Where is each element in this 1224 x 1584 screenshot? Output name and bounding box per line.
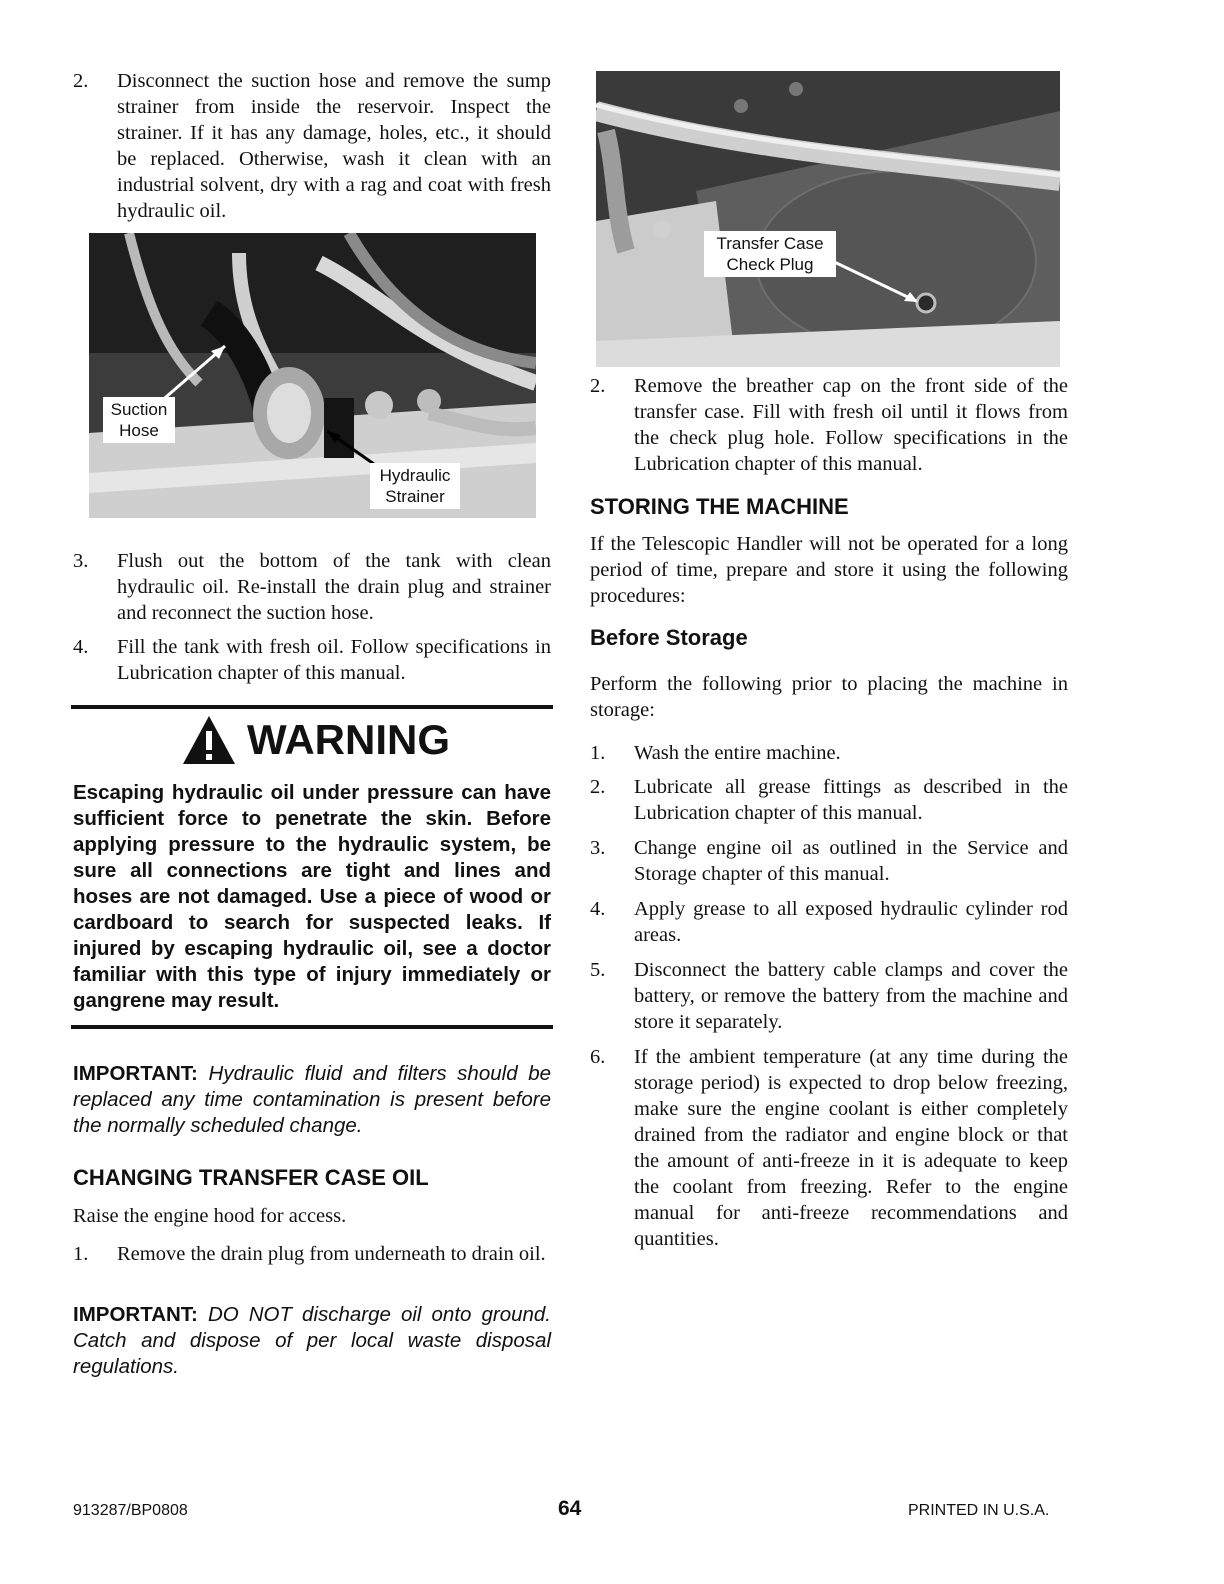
warning-bottom-rule bbox=[71, 1025, 553, 1029]
important-text: DO NOT discharge oil onto ground. Catch and dispose of per local waste disposal regulations. bbox=[73, 1303, 551, 1378]
warning-triangle-icon bbox=[181, 714, 237, 766]
storage-item-2 bbox=[590, 774, 1068, 826]
hydraulic-strainer-photo bbox=[89, 233, 536, 518]
footer-page-number: 64 bbox=[558, 1497, 582, 1520]
important-note-1 bbox=[73, 1061, 551, 1139]
step-text: Disconnect the battery cable clamps and cover the battery, or remove the battery from the machine and store it separately. bbox=[634, 959, 1068, 1033]
important-label: IMPORTANT: bbox=[73, 1062, 198, 1085]
transfer-case-photo bbox=[596, 71, 1060, 367]
storage-item-1 bbox=[590, 740, 1068, 766]
storage-item-5 bbox=[590, 957, 1068, 1035]
footer-printed: PRINTED IN U.S.A. bbox=[908, 1502, 1050, 1519]
step-text: Apply grease to all exposed hydraulic cylinder rod areas. bbox=[634, 898, 1068, 946]
heading-storing-the-machine: STORING THE MACHINE bbox=[590, 494, 849, 519]
callout-suction-hose: Suction Hose bbox=[103, 397, 175, 443]
warning-header bbox=[181, 712, 450, 768]
step-text: Lubricate all grease fittings as described in the Lubrication chapter of this manual. bbox=[634, 776, 1068, 824]
step-text: Remove the drain plug from underneath to drain oil. bbox=[117, 1243, 546, 1265]
step-text: Remove the breather cap on the front side of the transfer case. Fill with fresh oil until it flows from the check plug hole. Follow specifications in the Lubrication chapter of this manual. bbox=[634, 375, 1068, 475]
step-number: 4. bbox=[590, 898, 606, 920]
step-number: 5. bbox=[590, 959, 606, 981]
heading-changing-transfer-case-oil: CHANGING TRANSFER CASE OIL bbox=[73, 1165, 429, 1190]
callout-transfer-case-check-plug: Transfer Case Check Plug bbox=[704, 231, 836, 277]
step-number: 6. bbox=[590, 1046, 606, 1068]
step-2-suction bbox=[73, 68, 551, 224]
important-note-2 bbox=[73, 1302, 551, 1380]
transfer-step-1 bbox=[73, 1241, 551, 1267]
photo-illustration bbox=[596, 71, 1060, 367]
step-number: 3. bbox=[73, 550, 89, 572]
before-storage-intro: Perform the following prior to placing the machine in storage: bbox=[590, 673, 1068, 721]
step-text: Disconnect the suction hose and remove the sump strainer from inside the reservoir. Inspect the strainer. If it has any damage, holes, etc., it should be replaced. Otherwise, wash it clean with an industrial solvent, dry with a rag and coat with fresh hydraulic oil. bbox=[117, 70, 551, 222]
transfer-intro: Raise the engine hood for access. bbox=[73, 1205, 347, 1227]
step-4-fill bbox=[73, 634, 551, 686]
transfer-step-2 bbox=[590, 373, 1068, 477]
step-number: 2. bbox=[73, 70, 89, 92]
important-text: Hydraulic fluid and filters should be replaced any time contamination is present before the normally scheduled change. bbox=[73, 1062, 552, 1137]
step-number: 2. bbox=[590, 776, 606, 798]
warning-title: WARNING bbox=[247, 716, 450, 763]
storage-item-3 bbox=[590, 835, 1068, 887]
step-text: If the ambient temperature (at any time during the storage period) is expected to drop below freezing, make sure the engine coolant is either completely drained from the radiator and engine block or that the amount of anti-freeze in it is adequate to keep the coolant from freezing. Refer to the engine manual for anti-freeze recommendations and quantities. bbox=[634, 1046, 1068, 1250]
warning-text: Escaping hydraulic oil under pressure can have sufficient force to penetrate the skin. Before applying pressure to the hydraulic system, be sure all connections are tight and lines and hoses are not damaged. Use a piece of wood or cardboard to search for suspected leaks. If injured by escaping hydraulic oil, see a doctor familiar with this type of injury immediately or gangrene may result. bbox=[73, 781, 551, 1012]
step-number: 4. bbox=[73, 636, 89, 658]
step-text: Flush out the bottom of the tank with clean hydraulic oil. Re-install the drain plug and strainer and reconnect the suction hose. bbox=[117, 550, 551, 624]
storing-intro: If the Telescopic Handler will not be operated for a long period of time, prepare and store it using the following procedures: bbox=[590, 533, 1068, 607]
step-text: Fill the tank with fresh oil. Follow specifications in Lubrication chapter of this manual. bbox=[117, 636, 551, 684]
storage-item-6 bbox=[590, 1044, 1068, 1252]
photo-illustration bbox=[89, 233, 536, 518]
step-text: Change engine oil as outlined in the Service and Storage chapter of this manual. bbox=[634, 837, 1068, 885]
step-number: 2. bbox=[590, 375, 606, 397]
step-number: 1. bbox=[590, 742, 606, 764]
footer-doc-number: 913287/BP0808 bbox=[73, 1502, 188, 1519]
warning-top-rule bbox=[71, 705, 553, 709]
step-3-flush bbox=[73, 548, 551, 626]
step-text: Wash the entire machine. bbox=[634, 742, 841, 764]
step-number: 1. bbox=[73, 1243, 89, 1265]
important-label: IMPORTANT: bbox=[73, 1303, 198, 1326]
storage-item-4 bbox=[590, 896, 1068, 948]
step-number: 3. bbox=[590, 837, 606, 859]
callout-hydraulic-strainer: Hydraulic Strainer bbox=[370, 463, 460, 509]
heading-before-storage: Before Storage bbox=[590, 625, 748, 650]
